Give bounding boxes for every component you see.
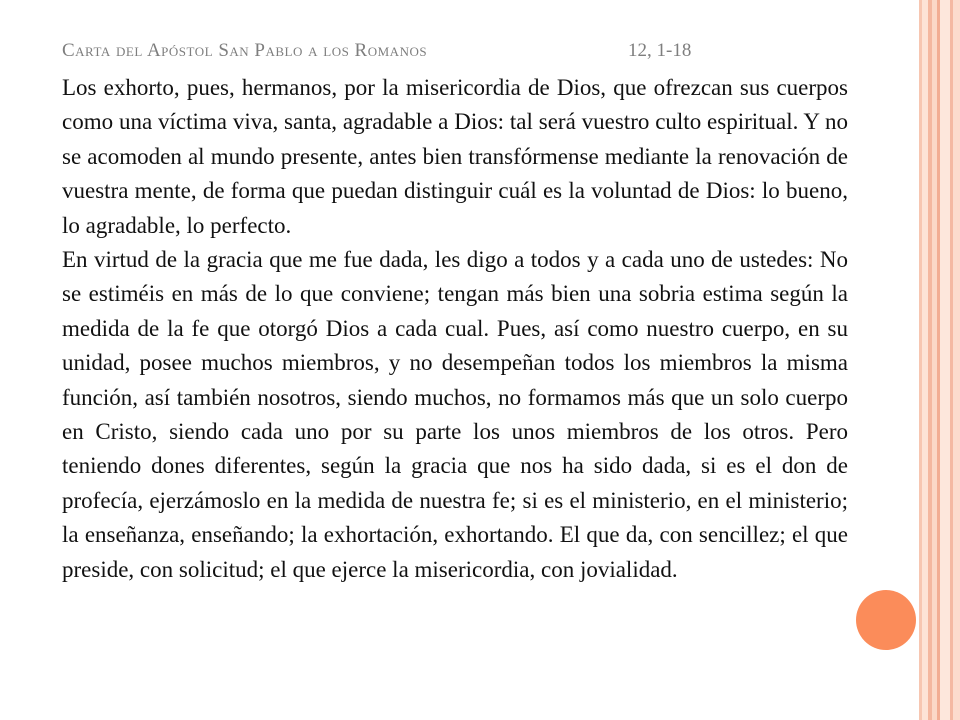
orange-circle-decoration [856, 590, 916, 650]
slide-header [62, 36, 762, 66]
slide-title: Carta del Apóstol San Pablo a los Romanos [62, 40, 428, 61]
decorative-stripe [953, 0, 960, 720]
scripture-reference: 12, 1-18 [628, 40, 692, 61]
slide-body [62, 71, 848, 587]
decorative-stripe [940, 0, 950, 720]
paragraph: En virtud de la gracia que me fue dada, les digo a todos y a cada uno de ustedes: No se estiméis en más de lo que conviene; tengan más bien una sobria estima según la medida de la fe que otorgó Dios a cada cual. Pues, así como nuestro cuerpo, en su unidad, posee muchos miembros, y no desempeñan todos los miembros la misma función, así también nosotros, siendo muchos, no formamos más que un solo cuerpo en Cristo, siendo cada uno por su parte los unos miembros de los otros. Pero teniendo dones diferentes, según la gracia que nos ha sido dada, si es el don de profecía, ejerzámoslo en la medida de nuestra fe; si es el ministerio, en el ministerio; la enseñanza, enseñando; la exhortación, exhortando. El que da, con sencillez; el que preside, con solicitud; el que ejerce la misericordia, con jovialidad. [62, 247, 848, 582]
paragraph: Los exhorto, pues, hermanos, por la misericordia de Dios, que ofrezcan sus cuerpos como una víctima viva, santa, agradable a Dios: tal será vuestro culto espiritual. Y no se acomoden al mundo presente, antes bien transfórmense mediante la renovación de vuestra mente, de forma que puedan distinguir cuál es la voluntad de Dios: lo bueno, lo agradable, lo perfecto. [62, 75, 848, 238]
